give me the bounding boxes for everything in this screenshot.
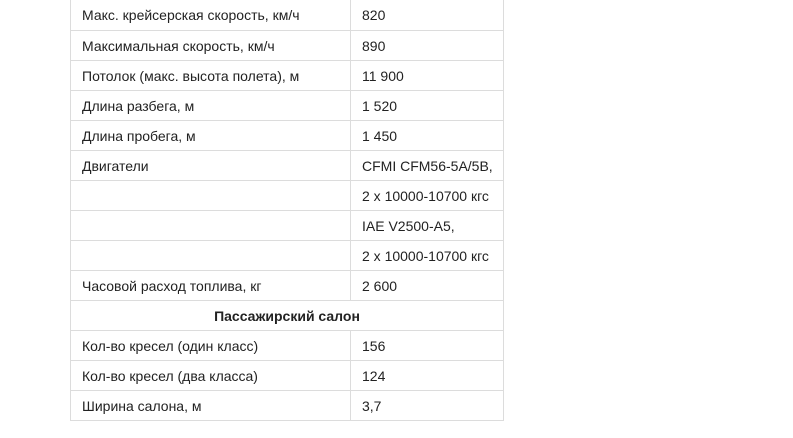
spec-value: 890 [351,31,504,61]
spec-value: CFMI CFM56-5A/5B, [351,151,504,181]
table-row [71,361,504,391]
table-row [71,331,504,361]
spec-label: Кол-во кресел (два класса) [71,361,351,391]
table-row [71,151,504,181]
table-row [71,0,504,31]
table-row [71,31,504,61]
spec-label [71,211,351,241]
spec-value: 1 520 [351,91,504,121]
spec-label: Часовой расход топлива, кг [71,271,351,301]
table-row [71,61,504,91]
table-row [71,391,504,421]
table-row [71,91,504,121]
spec-value: 11 900 [351,61,504,91]
spec-label: Ширина салона, м [71,391,351,421]
section-title: Пассажирский салон [71,301,504,331]
spec-label: Максимальная скорость, км/ч [71,31,351,61]
spec-value: 2 600 [351,271,504,301]
table-row [71,181,504,211]
spec-label [71,241,351,271]
spec-value: 2 x 10000-10700 кгс [351,181,504,211]
table-row [71,211,504,241]
spec-value: IAE V2500-A5, [351,211,504,241]
spec-value: 2 x 10000-10700 кгс [351,241,504,271]
spec-label [71,181,351,211]
section-header-row [71,301,504,331]
specifications-table [70,0,504,421]
spec-label: Длина разбега, м [71,91,351,121]
spec-label: Потолок (макс. высота полета), м [71,61,351,91]
spec-label: Кол-во кресел (один класс) [71,331,351,361]
spec-value: 1 450 [351,121,504,151]
spec-label: Двигатели [71,151,351,181]
table-row [71,121,504,151]
spec-value: 3,7 [351,391,504,421]
table-row [71,271,504,301]
spec-value: 124 [351,361,504,391]
spec-label: Макс. крейсерская скорость, км/ч [71,0,351,31]
spec-label: Длина пробега, м [71,121,351,151]
table-row [71,241,504,271]
spec-value: 156 [351,331,504,361]
spec-value: 820 [351,0,504,31]
